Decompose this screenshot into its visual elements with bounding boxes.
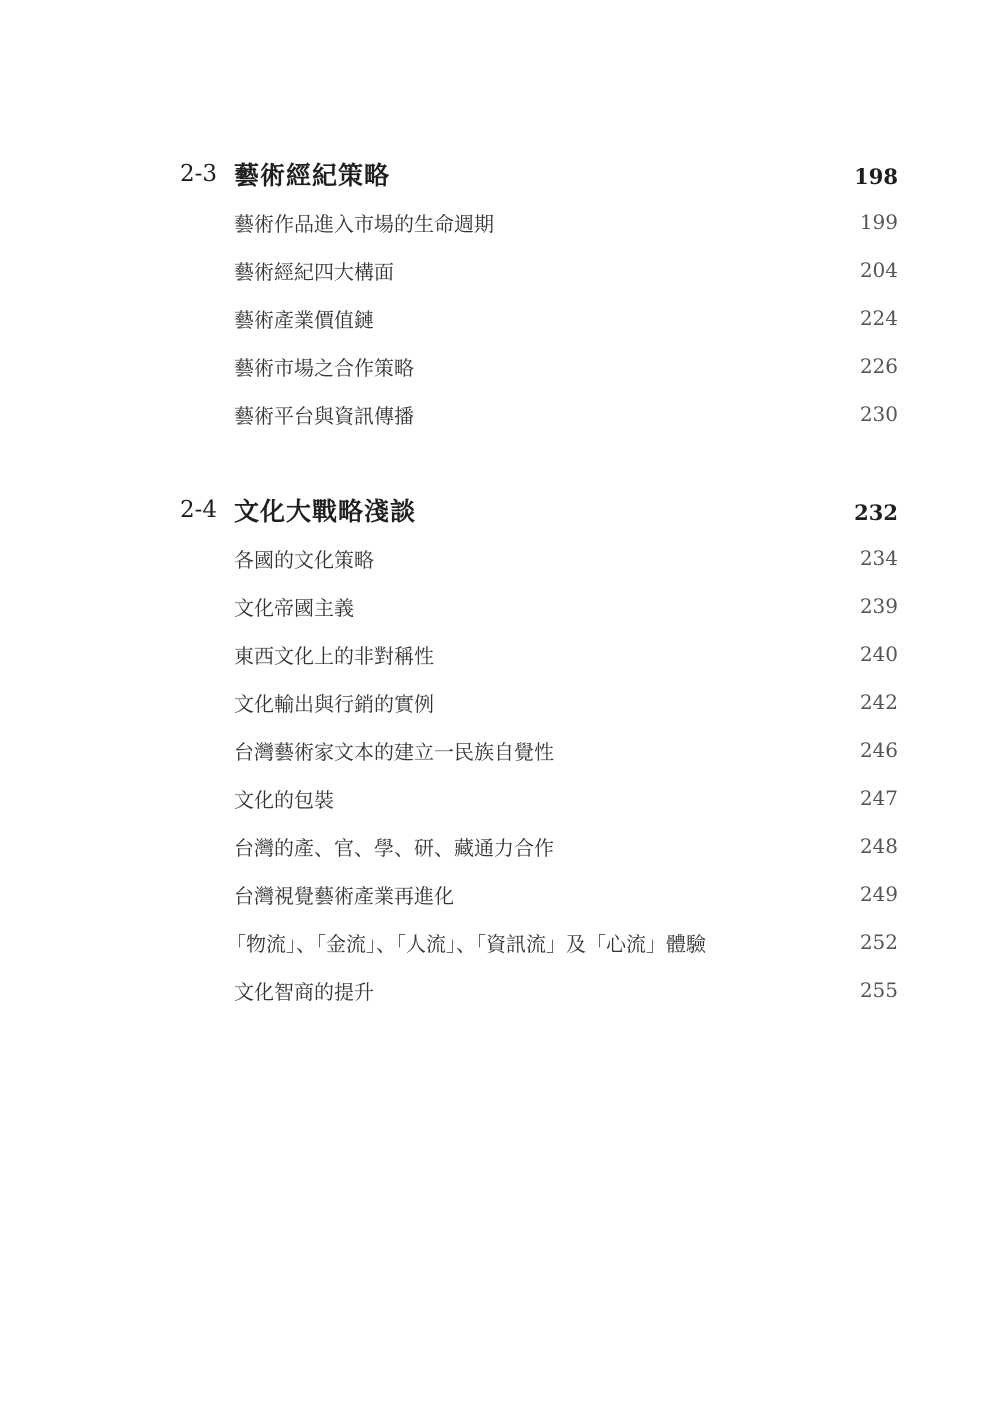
- entry-page-number: 226: [859, 354, 898, 378]
- entry-title: 文化的包裝: [234, 787, 334, 812]
- entry-page-number: 224: [859, 306, 898, 330]
- entry-page-number: 199: [859, 210, 898, 234]
- toc-section-2-3: [180, 150, 898, 438]
- entry-title: 東西文化上的非對稱性: [234, 643, 434, 668]
- section-page-number: 198: [854, 164, 898, 189]
- toc-entry: [180, 342, 898, 390]
- toc-entry: [180, 534, 898, 582]
- entry-title: 文化智商的提升: [234, 979, 374, 1004]
- entry-title: 各國的文化策略: [234, 547, 374, 572]
- section-heading: [180, 486, 898, 534]
- entry-title: 藝術平台與資訊傳播: [234, 403, 414, 428]
- entry-title: 台灣的產、官、學、研、藏通力合作: [234, 835, 554, 860]
- entry-page-number: 239: [859, 594, 898, 618]
- entry-page-number: 204: [859, 258, 898, 282]
- entry-title: 文化輸出與行銷的實例: [234, 691, 434, 716]
- entry-list: [180, 198, 898, 438]
- toc-entry: [180, 582, 898, 630]
- entry-title: 藝術產業價值鏈: [234, 307, 374, 332]
- toc-entry: [180, 630, 898, 678]
- section-number: 2-3: [180, 161, 218, 187]
- toc-entry: [180, 246, 898, 294]
- entry-list: [180, 534, 898, 1014]
- toc-entry: [180, 390, 898, 438]
- entry-title: 台灣視覺藝術產業再進化: [234, 883, 454, 908]
- toc-entry: [180, 294, 898, 342]
- entry-page-number: 246: [859, 738, 898, 762]
- toc-entry: [180, 870, 898, 918]
- section-title: 藝術經紀策略: [234, 161, 391, 190]
- entry-title: 文化帝國主義: [234, 595, 354, 620]
- section-page-number: 232: [854, 500, 898, 525]
- entry-page-number: 242: [859, 690, 898, 714]
- toc-entry: [180, 198, 898, 246]
- entry-page-number: 234: [859, 546, 898, 570]
- entry-page-number: 255: [859, 978, 898, 1002]
- entry-page-number: 252: [859, 930, 898, 954]
- section-number: 2-4: [180, 497, 218, 523]
- section-title: 文化大戰略淺談: [234, 497, 417, 526]
- entry-page-number: 240: [859, 642, 898, 666]
- entry-page-number: 249: [859, 882, 898, 906]
- toc-entry: [180, 918, 898, 966]
- entry-title: 藝術市場之合作策略: [234, 355, 414, 380]
- section-heading: [180, 150, 898, 198]
- entry-title: 台灣藝術家文本的建立一民族自覺性: [234, 739, 554, 764]
- entry-page-number: 230: [859, 402, 898, 426]
- toc-section-2-4: [180, 486, 898, 1014]
- entry-page-number: 248: [859, 834, 898, 858]
- toc-entry: [180, 678, 898, 726]
- entry-page-number: 247: [859, 786, 898, 810]
- entry-title: 「物流」、「金流」、「人流」、「資訊流」及「心流」體驗: [226, 931, 706, 956]
- toc-entry: [180, 966, 898, 1014]
- toc-entry: [180, 822, 898, 870]
- toc-entry: [180, 774, 898, 822]
- entry-title: 藝術作品進入市場的生命週期: [234, 211, 494, 236]
- entry-title: 藝術經紀四大構面: [234, 259, 394, 284]
- toc-entry: [180, 726, 898, 774]
